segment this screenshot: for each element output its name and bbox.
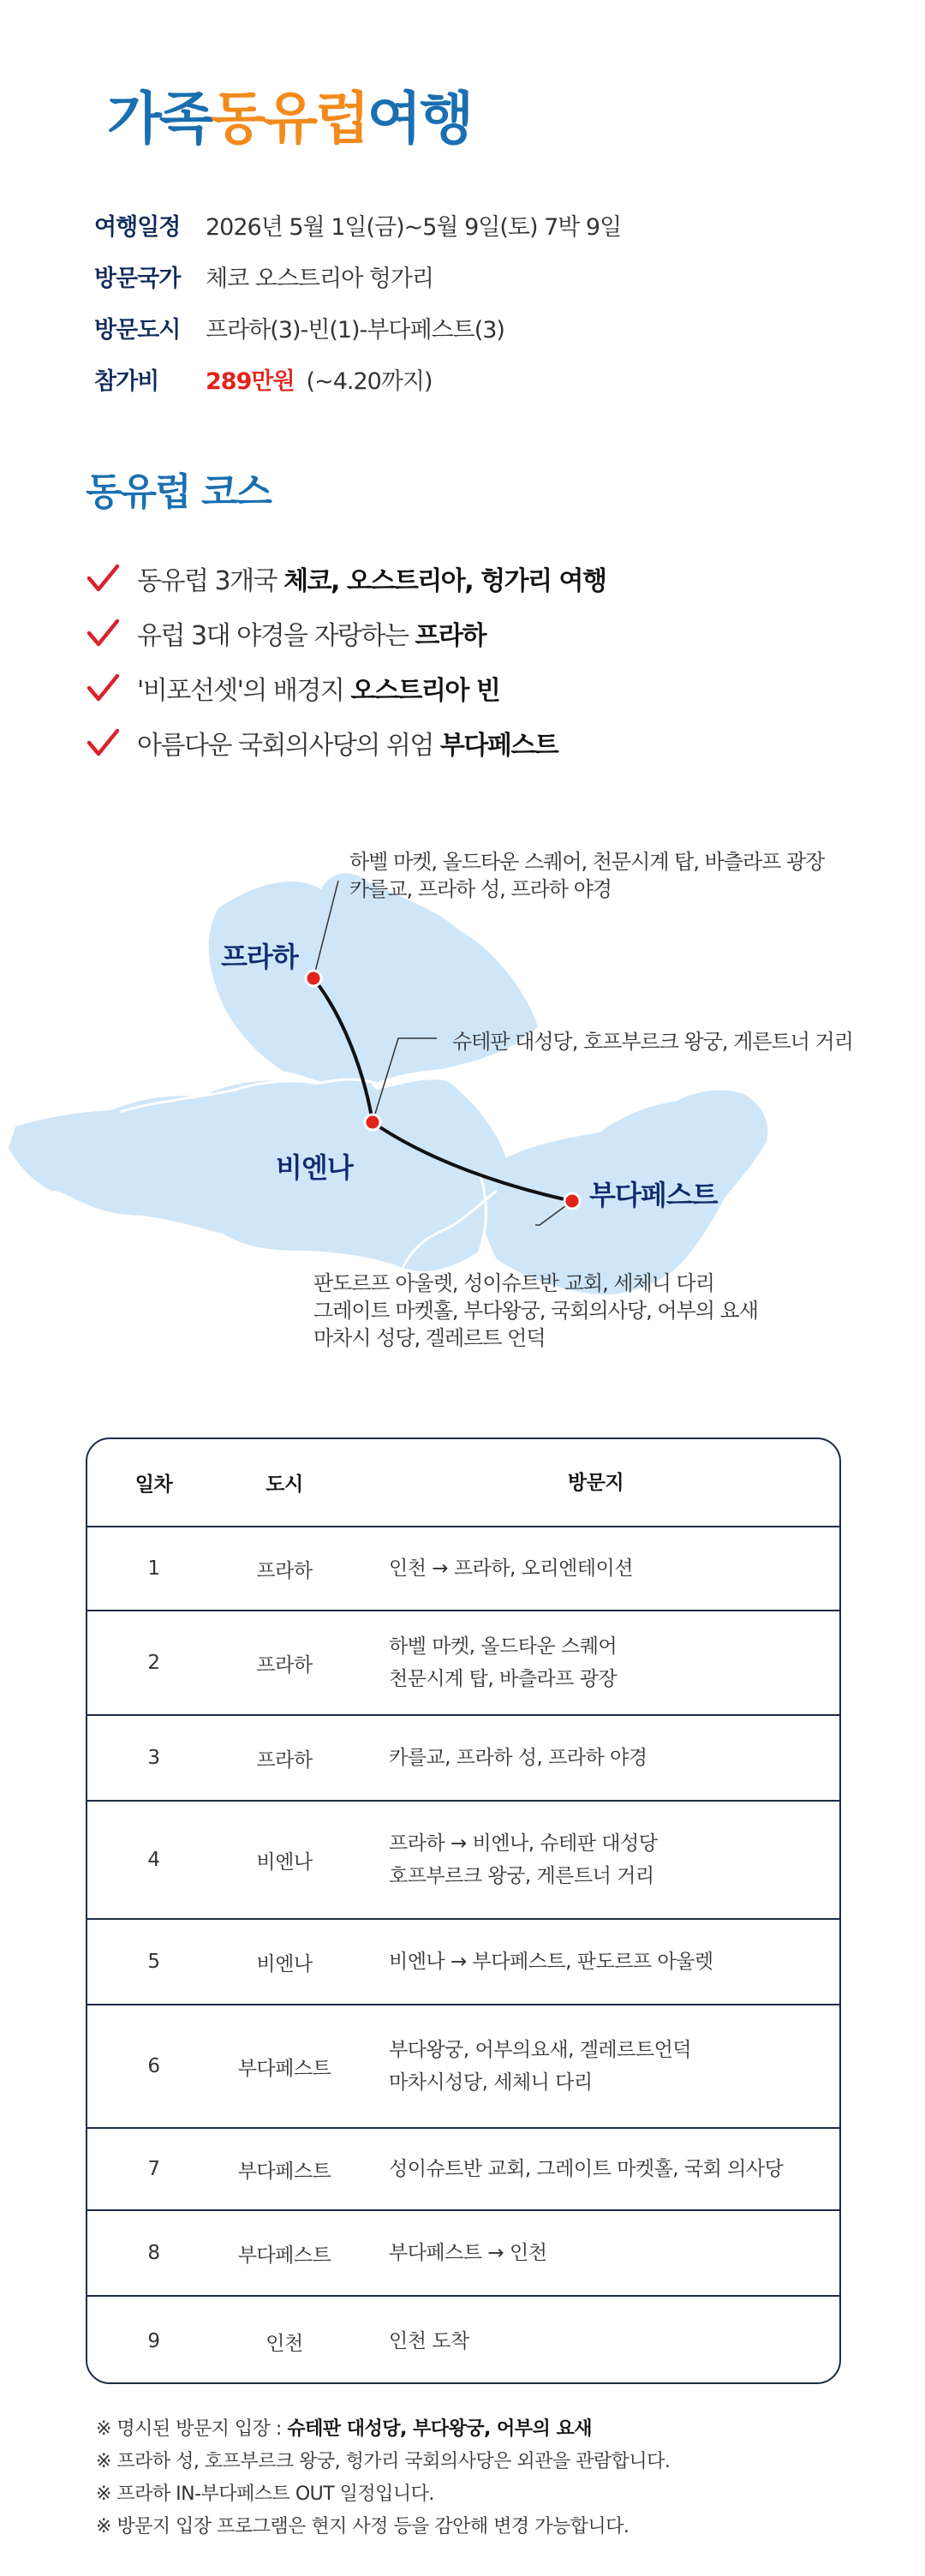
day-cell: 7: [147, 2158, 160, 2180]
city-cell: 부다페스트: [237, 2244, 331, 2267]
checklist-highlight: 부다페스트: [439, 731, 558, 761]
place-line: 인천 도착: [389, 2330, 469, 2352]
check-icon: [86, 671, 120, 705]
place-cell: [389, 2005, 834, 2127]
place-line: 프라하 → 비엔나, 슈테판 대성당: [389, 1832, 658, 1855]
table-row: [87, 1802, 839, 1920]
place-line: 호프부르크 왕궁, 게른트너 거리: [389, 1865, 654, 1887]
day-cell: 6: [147, 2055, 160, 2077]
budapest-marker: [564, 1193, 580, 1209]
checklist-highlight: 프라하: [415, 621, 486, 651]
day-cell: 8: [147, 2242, 160, 2264]
day-cell: 4: [147, 1849, 160, 1871]
info-row-cities: [94, 302, 504, 353]
city-cell: 프라하: [256, 1559, 313, 1582]
table-header-row: [87, 1439, 839, 1527]
price-value: 289만원: [206, 368, 295, 395]
note-exterior: ※ 프라하 성, 호프부르크 왕궁, 헝가리 국회의사당은 외관을 관람합니다.: [96, 2451, 671, 2472]
place-line: 인천 → 프라하, 오리엔테이션: [389, 1557, 633, 1580]
place-cell: [389, 1802, 834, 1918]
day-cell: 5: [147, 1951, 160, 1973]
checklist-item: [86, 612, 486, 654]
place-cell: [389, 1920, 834, 2004]
vienna-marker: [365, 1115, 380, 1130]
checklist-item: [86, 557, 606, 600]
table-row: [87, 1920, 839, 2005]
note-text: ※ 명시된 방문지 입장 :: [96, 2418, 288, 2440]
note-change: ※ 방문지 입장 프로그램은 현지 사정 등을 감안해 변경 가능합니다.: [96, 2516, 630, 2537]
city-cell: 프라하: [256, 1653, 313, 1676]
checklist-item: [86, 666, 499, 709]
city-cell: 비엔나: [256, 1850, 313, 1874]
table-row: [87, 1527, 839, 1611]
check-icon: [86, 561, 120, 595]
route-map: [0, 822, 925, 1388]
checklist-item: [86, 721, 558, 764]
place-cell: [389, 2129, 834, 2209]
header-day: 일차: [134, 1473, 173, 1496]
place-cell: [389, 1527, 834, 1610]
check-icon: [86, 726, 120, 760]
note-highlight: 슈테판 대성당, 부다왕궁, 어부의 요새: [287, 2418, 592, 2440]
info-row-countries: [94, 250, 433, 302]
title-part-1: 가족: [107, 86, 212, 152]
info-row-schedule: [94, 199, 621, 250]
prague-attractions-line-1: 하벨 마켓, 올드타운 스퀘어, 천문시계 탑, 바츨라프 광장: [349, 850, 825, 874]
itinerary-table: [86, 1437, 841, 2384]
place-line: 하벨 마켓, 올드타운 스퀘어: [389, 1635, 618, 1658]
city-cell: 프라하: [256, 1748, 313, 1772]
info-label: 참가비: [94, 368, 159, 395]
place-line: 카를교, 프라하 성, 프라하 야경: [389, 1747, 648, 1769]
info-label: 방문국가: [94, 265, 181, 292]
city-cell: 인천: [266, 2332, 303, 2355]
budapest-label: 부다페스트: [589, 1179, 718, 1211]
title-part-2: 동유럽: [211, 86, 367, 152]
checklist-text: 아름다운 국회의사당의 위엄: [137, 731, 440, 761]
city-cell: 비엔나: [256, 1952, 313, 1975]
prague-marker: [306, 971, 321, 986]
info-label: 여행일정: [94, 213, 181, 241]
czech-region: [209, 873, 538, 1092]
table-row: [87, 1716, 839, 1802]
info-label: 방문도시: [94, 316, 181, 344]
info-value: 체코 오스트리아 헝가리: [206, 265, 433, 292]
place-line: 성이슈트반 교회, 그레이트 마켓홀, 국회 의사당: [389, 2158, 784, 2180]
day-cell: 1: [147, 1557, 160, 1580]
header-city: 도시: [266, 1473, 303, 1496]
place-line: 천문시계 탑, 바츨라프 광장: [389, 1668, 618, 1690]
prague-attractions-line-2: 카를교, 프라하 성, 프라하 야경: [349, 877, 612, 901]
table-row: [87, 1611, 839, 1716]
checklist-highlight: 오스트리아 빈: [350, 676, 500, 706]
city-cell: 부다페스트: [237, 2057, 331, 2080]
place-line: 마차시성당, 세체니 다리: [389, 2071, 593, 2094]
note-admission: [96, 2414, 592, 2441]
info-row-fee: [94, 353, 433, 404]
city-cell: 부다페스트: [237, 2160, 331, 2183]
place-cell: [389, 1611, 834, 1714]
day-cell: 9: [147, 2330, 160, 2352]
place-cell: [389, 1716, 834, 1800]
table-row: [87, 2211, 839, 2297]
table-row: [87, 2005, 839, 2129]
info-value: 프라하(3)-빈(1)-부다페스트(3): [206, 316, 504, 344]
info-value: 2026년 5월 1일(금)~5월 9일(토) 7박 9일: [206, 213, 622, 241]
checklist-text: '비포선셋'의 배경지: [137, 676, 351, 706]
table-row: [87, 2129, 839, 2211]
check-icon: [86, 616, 120, 650]
place-cell: [389, 2211, 834, 2295]
table-row: [87, 2297, 839, 2384]
prague-label: 프라하: [221, 941, 298, 973]
vienna-label: 비엔나: [276, 1151, 353, 1184]
day-cell: 2: [147, 1652, 160, 1674]
austria-region: [9, 1079, 510, 1271]
budapest-attractions-line-2: 그레이트 마켓홀, 부다왕궁, 국회의사당, 어부의 요새: [313, 1299, 758, 1323]
note-in-out: ※ 프라하 IN-부다페스트 OUT 일정입니다.: [96, 2483, 434, 2505]
header-place: 방문지: [567, 1471, 624, 1494]
place-line: 부다페스트 → 인천: [389, 2242, 547, 2264]
checklist-text: 유럽 3대 야경을 자랑하는: [137, 621, 415, 651]
checklist-highlight: 체코, 오스트리아, 헝가리 여행: [283, 566, 606, 596]
budapest-attractions-line-3: 마차시 성당, 겔레르트 언덕: [313, 1326, 546, 1350]
page-title: [107, 73, 471, 154]
section-heading: 동유럽 코스: [86, 470, 271, 514]
budapest-attractions-line-1: 판도르프 아울렛, 성이슈트반 교회, 세체니 다리: [313, 1271, 714, 1295]
info-value: (~4.20까지): [306, 368, 433, 395]
checklist-text: 동유럽 3개국: [137, 566, 284, 596]
place-line: 부다왕궁, 어부의요새, 겔레르트언덕: [389, 2039, 692, 2061]
place-line: 비엔나 → 부다페스트, 판도르프 아울렛: [389, 1951, 713, 1973]
place-cell: [389, 2297, 834, 2384]
vienna-attractions: 슈테판 대성당, 호프부르크 왕궁, 게른트너 거리: [452, 1030, 853, 1054]
title-part-3: 여행: [367, 86, 472, 152]
day-cell: 3: [147, 1747, 160, 1769]
